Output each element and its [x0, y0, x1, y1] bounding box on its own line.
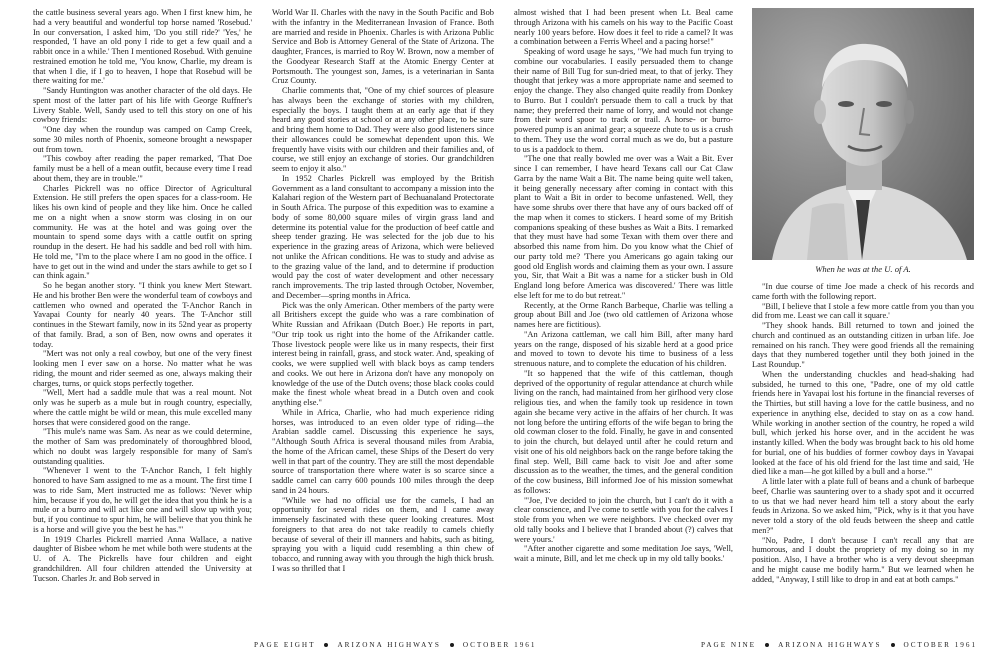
page-footer-left: [254, 641, 536, 649]
photo-caption: When he was at the U. of A.: [815, 264, 911, 274]
footer-issue-date: OCTOBER 1961: [462, 641, 537, 649]
paragraph: "It so happened that the wife of this cattleman, though deprived of the opportunity of regular attendance at church while living on the ranch, had maintained from her girlhood very close religious ties, and when the family took up residence in town again she became very active in the affairs of her church. It was not long before the untiring efforts of the wife began to bring the old cowman closer to the fold. Finally, he gave in and consented to join the church, but delayed until after he could return and visit one of his old neighbors back on the range before taking the final step. Well, Bill came back to visit Joe and after some discussion as to the weather, the times, and the general condition of the cow business, Bill informed Joe of his mission somewhat as follows:: [514, 368, 733, 495]
footer-issue-date: OCTOBER 1961: [903, 641, 978, 649]
text-column-2: [272, 8, 494, 573]
paragraph: "While we had no official use for the camels, I had an opportunity for several rides on them, and I came away immensely fascinated with these queer looking creatures. Most foreigners to that area do not take readily to camels chiefly because of several of their ill manners and habits, such as biting, spraying you with a liquid cudd resembling a thin chew of tobacco, and running away with you through the high thick brush. I was so thrilled that I: [272, 495, 494, 573]
bullet-separator-icon: [765, 643, 769, 647]
paragraph: Charles Pickrell was no office Director of Agricultural Extension. He still prefers the open spaces for a class-room. He likes his own kind of people and they like him. Once he called me on a night when a snow storm was closing in on our community. He was at the hotel and was going over the mountain to spend some days with a cattle outfit on spring roundup in the desert. He had his saddle and bed roll with him. He told me, "I'm to the place where I am no good in the office. I have to get out in the wind and under the stars awhile to get so I can think again.": [33, 183, 252, 281]
paragraph: "This mule's name was Sam. As near as we could determine, the mother of Sam was predominately of thoroughbred blood, which no doubt was largely responsible for many of Sam's outstanding qualities.: [33, 427, 252, 466]
bullet-separator-icon: [324, 643, 328, 647]
paragraph: In 1952 Charles Pickrell was employed by the British Government as a land consultant to accompany a mission into the Kalahari region of the Western part of Bechuanaland Protectorate in South Africa. The purpose of this expedition was to examine a body of some 80,000 square miles of virgin grass land and determine its potential value for the production of beef cattle and sheep tender grazing. He was selected for the job due to his experience in the grazing areas of Arizona, which were believed not unlike the African conditions. He was to study and advise as to the grazing value of the land, and to determine if production would pay the cost of water development and other necessary ranch improvements. The trip lasted through October, November, and December—spring months in Africa.: [272, 173, 494, 300]
footer-page-number: PAGE EIGHT: [254, 641, 316, 649]
paragraph: "Whenever I went to the T-Anchor Ranch, I felt highly honored to have Sam assigned to me as a mount. The first time I was to ride Sam, Mert instructed me as follows: 'Never whip him, because if you do, he will get the idea that you think he is a mule or a burro and will act like one and will slow up with you; but, if you continue to spur him, he will believe that you think he is a horse and will give you the best he has.'": [33, 466, 252, 534]
text-column-3: [514, 8, 733, 630]
paragraph: A little later with a plate full of beans and a chunk of barbeque beef, Charlie was sauntering over to a shady spot and it occurred to us that we had never heard him tell a story about the early feuds in Arizona. So we asked him, "Pick, why is it that you have never told a story of the old feuds between the sheep and cattle men?": [752, 477, 974, 535]
bullet-separator-icon: [891, 643, 895, 647]
paragraph: While in Africa, Charlie, who had much experience riding horses, was introduced to an even older type of riding—the Arabian saddle camel. Discussing this experience he says, "Although South Africa is several thousand miles from Arabia, the home of the African camel, these Ships of the Desert do very well in that part of the country. They are still the most dependable source of transportation there where water is so scarce since a saddle camel can carry 600 pounds 100 miles through the deep sand in 24 hours.: [272, 407, 494, 495]
paragraph: "Bill, I believe that I stole a few more cattle from you than you did from me. Least we can call it square.': [752, 301, 974, 321]
paragraph: "The one that really bowled me over was a Wait a Bit. Ever since I can remember, I have heard Texans call our Cat Claw Garra by the name Wait a Bit. The name being quite well taken, it being generally necessary after coming in contact with this plant to Wait a Bit in order to become unfastened. Well, they have some shrubs over there that have any of ours backed off of the map when it comes to stickers. I heard some of my British companions speaking of these bushes as Wait a Bits. I remarked that they must have had some Texan with them over there and absorbed this name from him. Do you know what the Chief of our party told me? 'There you Americans go again taking our good old English words and claiming them as your own. I assure you, Sir, that Wait a Bit was a name for a sticker bush in Old England long before America was discovered.' There was little else left for me to do but retreat.": [514, 154, 733, 300]
paragraph: Speaking of word usage he says, "We had much fun trying to combine our vocabularies. I easily persuaded them to change their name of Bill Tug for sun-dried meat, to that of jerky. They thought that jerkey was a more appropriate name and seemed to enjoy the change. They also changed quite readily from Donkey to Burro. But I couldn't persuade them to call a truck by that name; they preferred their name of lorry, and would not change from their word spoor to track or trail. A horse- or burro-powered pump is an animal gear; a squeeze chute to us is a crush to them. They use the word corral much as we do, but a pasture to us is a paddock to them.: [514, 47, 733, 154]
paragraph: "They shook hands. Bill returned to town and joined the church and continued as an outstanding citizen in urban life. Joe remained on his ranch. They were good friends all the remaining days that they numbered together until they both joined in the Last Roundup.": [752, 321, 974, 369]
paragraph: When the understanding chuckles and head-shaking had subsided, he turned to this one, "Padre, one of my old cattle friends here in Yavapai lost his fortune in the financial reverses of the Thirties, but still having a love for the cattle business, and no experience in anything else, decided to stay on as a cow hand. While working in another section of the country, he roped a wild bull, which jerked his horse over, and in the accident he was instantly killed. When the body was brought back to his old home for burial, one of his buddies of former cowboy days in Yavapai looked at the face of his old friend for the last time and said, 'He died like a man—he got killed by a bull and a horse.'": [752, 369, 974, 477]
paragraph: Recently, at the Orme Ranch Barbeque, Charlie was telling a group about Bill and Joe (two old cattlemen of Arizona whose names here are fictitious).: [514, 300, 733, 329]
paragraph: the cattle business several years ago. When I first knew him, he had a very beautiful and wonderful top horse named 'Rosebud.' In our conversation, I asked him, 'Do you still ride?' 'Yes,' he responded, 'I have an old pony I ride to get a few quail and a rabbit once in a while.' Then I mentioned Rosebud. With genuine restrained emotion he told me, 'You know, Charlie, my dream is that when I die, if I go to heaven, I hope that Rosebud will be there waiting for me.': [33, 8, 252, 86]
paragraph: "One day when the roundup was camped on Camp Creek, some 30 miles north of Phoenix, someone brought a newspaper out from town.: [33, 125, 252, 154]
footer-page-number: PAGE NINE: [701, 641, 757, 649]
paragraph: Charlie comments that, "One of my chief sources of pleasure has always been the exchange of stories with my children, especially the boys. I taught them at an early age that if they heard any good stories at school or at any other place, to be sure and bring them home to Dad. They were also good listeners since their allowances could be somewhat dependent upon this. We frequently have visits with our children and their families and, of course, we still enjoy an exchange of stories. Our grandchildren seem to enjoy it also.": [272, 86, 494, 173]
paragraph: World War II. Charles with the navy in the South Pacific and Bob with the infantry in the Mediterranean Invasion of France. Both are married and reside in Phoenix. Charles is with Arizona Public Service and Bob is Attorney General of the State of Arizona. The daughter, Frances, is married to Roy W. Brown, now a member of the Goodyear Research Staff at the Atomic Energy Center at Portsmouth. The youngest son, James, is a veterinarian in Santa Cruz County.: [272, 8, 494, 86]
paragraph: In 1919 Charles Pickrell married Anna Wallace, a native daughter of Bisbee whom he met while both were students at the U. of A. The Pickrells have four children and eight grandchildren. All four children attended the University at Tucson. Charles Jr. and Bob served in: [33, 534, 252, 583]
portrait-illustration: [752, 8, 974, 260]
paragraph: "Mert was not only a real cowboy, but one of the very finest looking men I ever saw on a horse. No matter what he was riding, the mount and rider seemed as one, always making their charges, turns, or quick stops perfectly together.: [33, 349, 252, 388]
paragraph: "Well, Mert had a saddle mule that was a real mount. Not only was he superb as a mule but in rough country, especially, where the cattle might be wild or mean, this mule excelled many horses that were considered good on the range.: [33, 388, 252, 427]
text-column-4: [752, 282, 974, 630]
paragraph: almost wished that I had been present when Lt. Beal came through Arizona with his camels on his way to the Pacific Coast nearly 100 years before. How does it feel to ride a camel? It was a combination between a Ferris Wheel and a pacing horse!": [514, 8, 733, 47]
text-column-1: [33, 8, 252, 630]
footer-magazine-name: ARIZONA HIGHWAYS: [778, 641, 882, 649]
paragraph: Pick was the only American. Other members of the party were all Britishers except the guide who was a rare combination of White Russian and Afrikaan (Dutch Boer.) He reports in part, "Our trip took us right into the home of the Afrikander cattle. Those livestock people were like us in many respects, their first interest being in rainfall, grass, and stock water. And, speaking of cooks, we were supplied well with black boys as camp tenders and cooks. We out here in Arizona don't have any monopoly on knowledge of the use of the Dutch ovens; those black cooks could make the finest whole wheat bread in a Dutch oven and cook anything else.": [272, 300, 494, 407]
portrait-photo: [752, 8, 974, 260]
paragraph: "Sandy Huntington was another character of the old days. He spent most of the latter part of his life with George Ruffner's Livery Stable. Well, Sandy used to tell this story on one of his cowboy friends:: [33, 86, 252, 125]
paragraph: "An Arizona cattleman, we call him Bill, after many hard years on the range, disposed of his sizable herd at a good price and moved to town to devote his time to business of a less strenuous nature, and to complete the education of his children.: [514, 329, 733, 368]
paragraph: "After another cigarette and some meditation Joe says, 'Well, wait a minute, Bill, and let me check up in my old tally books.': [514, 544, 733, 563]
paragraph: "'Joe, I've decided to join the church, but I can't do it with a clear conscience, and I've come to settle with you for the calves I stole from you when we were neighbors. I've checked over my old tally books and I believe that I branded about (?) calves that were yours.': [514, 495, 733, 544]
page-footer-right: [701, 641, 977, 649]
bullet-separator-icon: [450, 643, 454, 647]
paragraph: "No, Padre, I don't because I can't recall any that are humorous, and I doubt the propriety of my doing so in my position. Also, I have a brother who is a very devout sheepman and he might cause me bodily harm." But we learned when he added, "Anyway, I still like to drop in and eat at both camps.": [752, 535, 974, 584]
paragraph: "In due course of time Joe made a check of his records and came forth with the following report.: [752, 282, 974, 301]
paragraph: So he began another story. "I think you knew Mert Stewart. He and his brother Ben were the wonderful team of cowboys and cattlemen who owned and operated the T-Anchor Ranch in Yavapai County for nearly 40 years. The T-Anchor still continues in the Stewart family, now in its 52nd year as property of that family. Brad, a son of Ben, now owns and operates it today.: [33, 281, 252, 349]
footer-magazine-name: ARIZONA HIGHWAYS: [337, 641, 441, 649]
paragraph: "This cowboy after reading the paper remarked, 'That Doe family must be a hell of a mean outfit, because every time I read about them, they are in trouble.'": [33, 154, 252, 183]
